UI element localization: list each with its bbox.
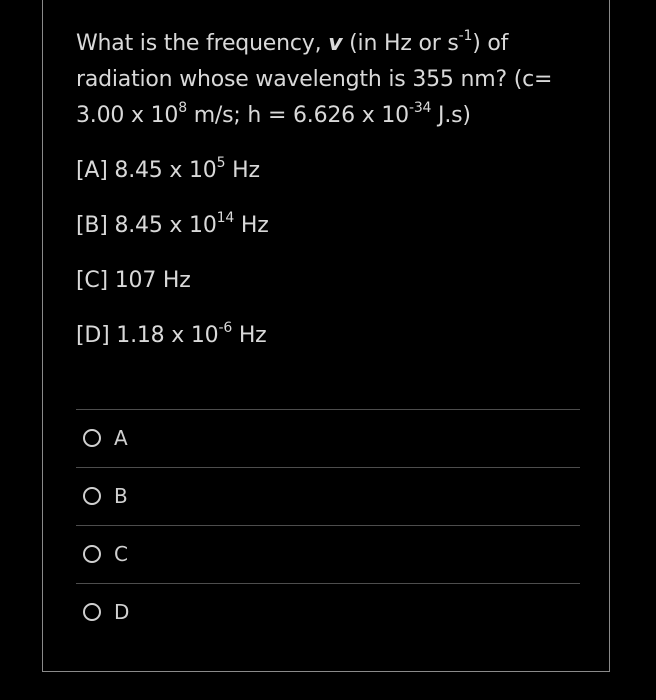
question-unit-exponent: -1 xyxy=(458,27,473,44)
question-text xyxy=(76,26,576,134)
speed-of-light-exponent: 8 xyxy=(178,99,187,116)
question-part1: What is the frequency, xyxy=(76,31,329,56)
choice-b-label: B xyxy=(114,484,128,508)
option-d-text xyxy=(76,321,267,351)
option-a-exponent: 5 xyxy=(216,154,226,171)
radio-icon[interactable] xyxy=(83,603,101,621)
choice-b[interactable] xyxy=(76,468,580,524)
choice-a-label: A xyxy=(114,426,128,450)
option-c-prefix: [C] 107 Hz xyxy=(76,268,191,293)
option-a-prefix: [A] 8.45 x 10 xyxy=(76,158,217,183)
option-b-exponent: 14 xyxy=(216,209,235,226)
option-d-exponent: -6 xyxy=(218,319,233,336)
option-a-text xyxy=(76,156,260,186)
question-part3: ) of radiation whose wavelength is 355 nm? (c= 3.00 x 10 xyxy=(76,31,553,128)
radio-icon[interactable] xyxy=(83,429,101,447)
option-a-suffix: Hz xyxy=(225,158,260,183)
question-part2: (in Hz or s xyxy=(342,31,459,56)
choice-d-label: D xyxy=(114,600,130,624)
option-d-prefix: [D] 1.18 x 10 xyxy=(76,323,219,348)
option-d-suffix: Hz xyxy=(232,323,267,348)
option-b-prefix: [B] 8.45 x 10 xyxy=(76,213,217,238)
option-b-text xyxy=(76,211,269,241)
option-b-suffix: Hz xyxy=(234,213,269,238)
option-c-text xyxy=(76,266,191,296)
choice-a[interactable] xyxy=(76,410,580,466)
radio-icon[interactable] xyxy=(83,545,101,563)
question-part5: J.s) xyxy=(431,103,471,128)
planck-exponent: -34 xyxy=(408,99,432,116)
frequency-symbol: v xyxy=(328,31,343,56)
choice-d[interactable] xyxy=(76,584,580,640)
choice-c-label: C xyxy=(114,542,128,566)
choice-c[interactable] xyxy=(76,526,580,582)
radio-icon[interactable] xyxy=(83,487,101,505)
question-part4: m/s; h = 6.626 x 10 xyxy=(186,103,409,128)
